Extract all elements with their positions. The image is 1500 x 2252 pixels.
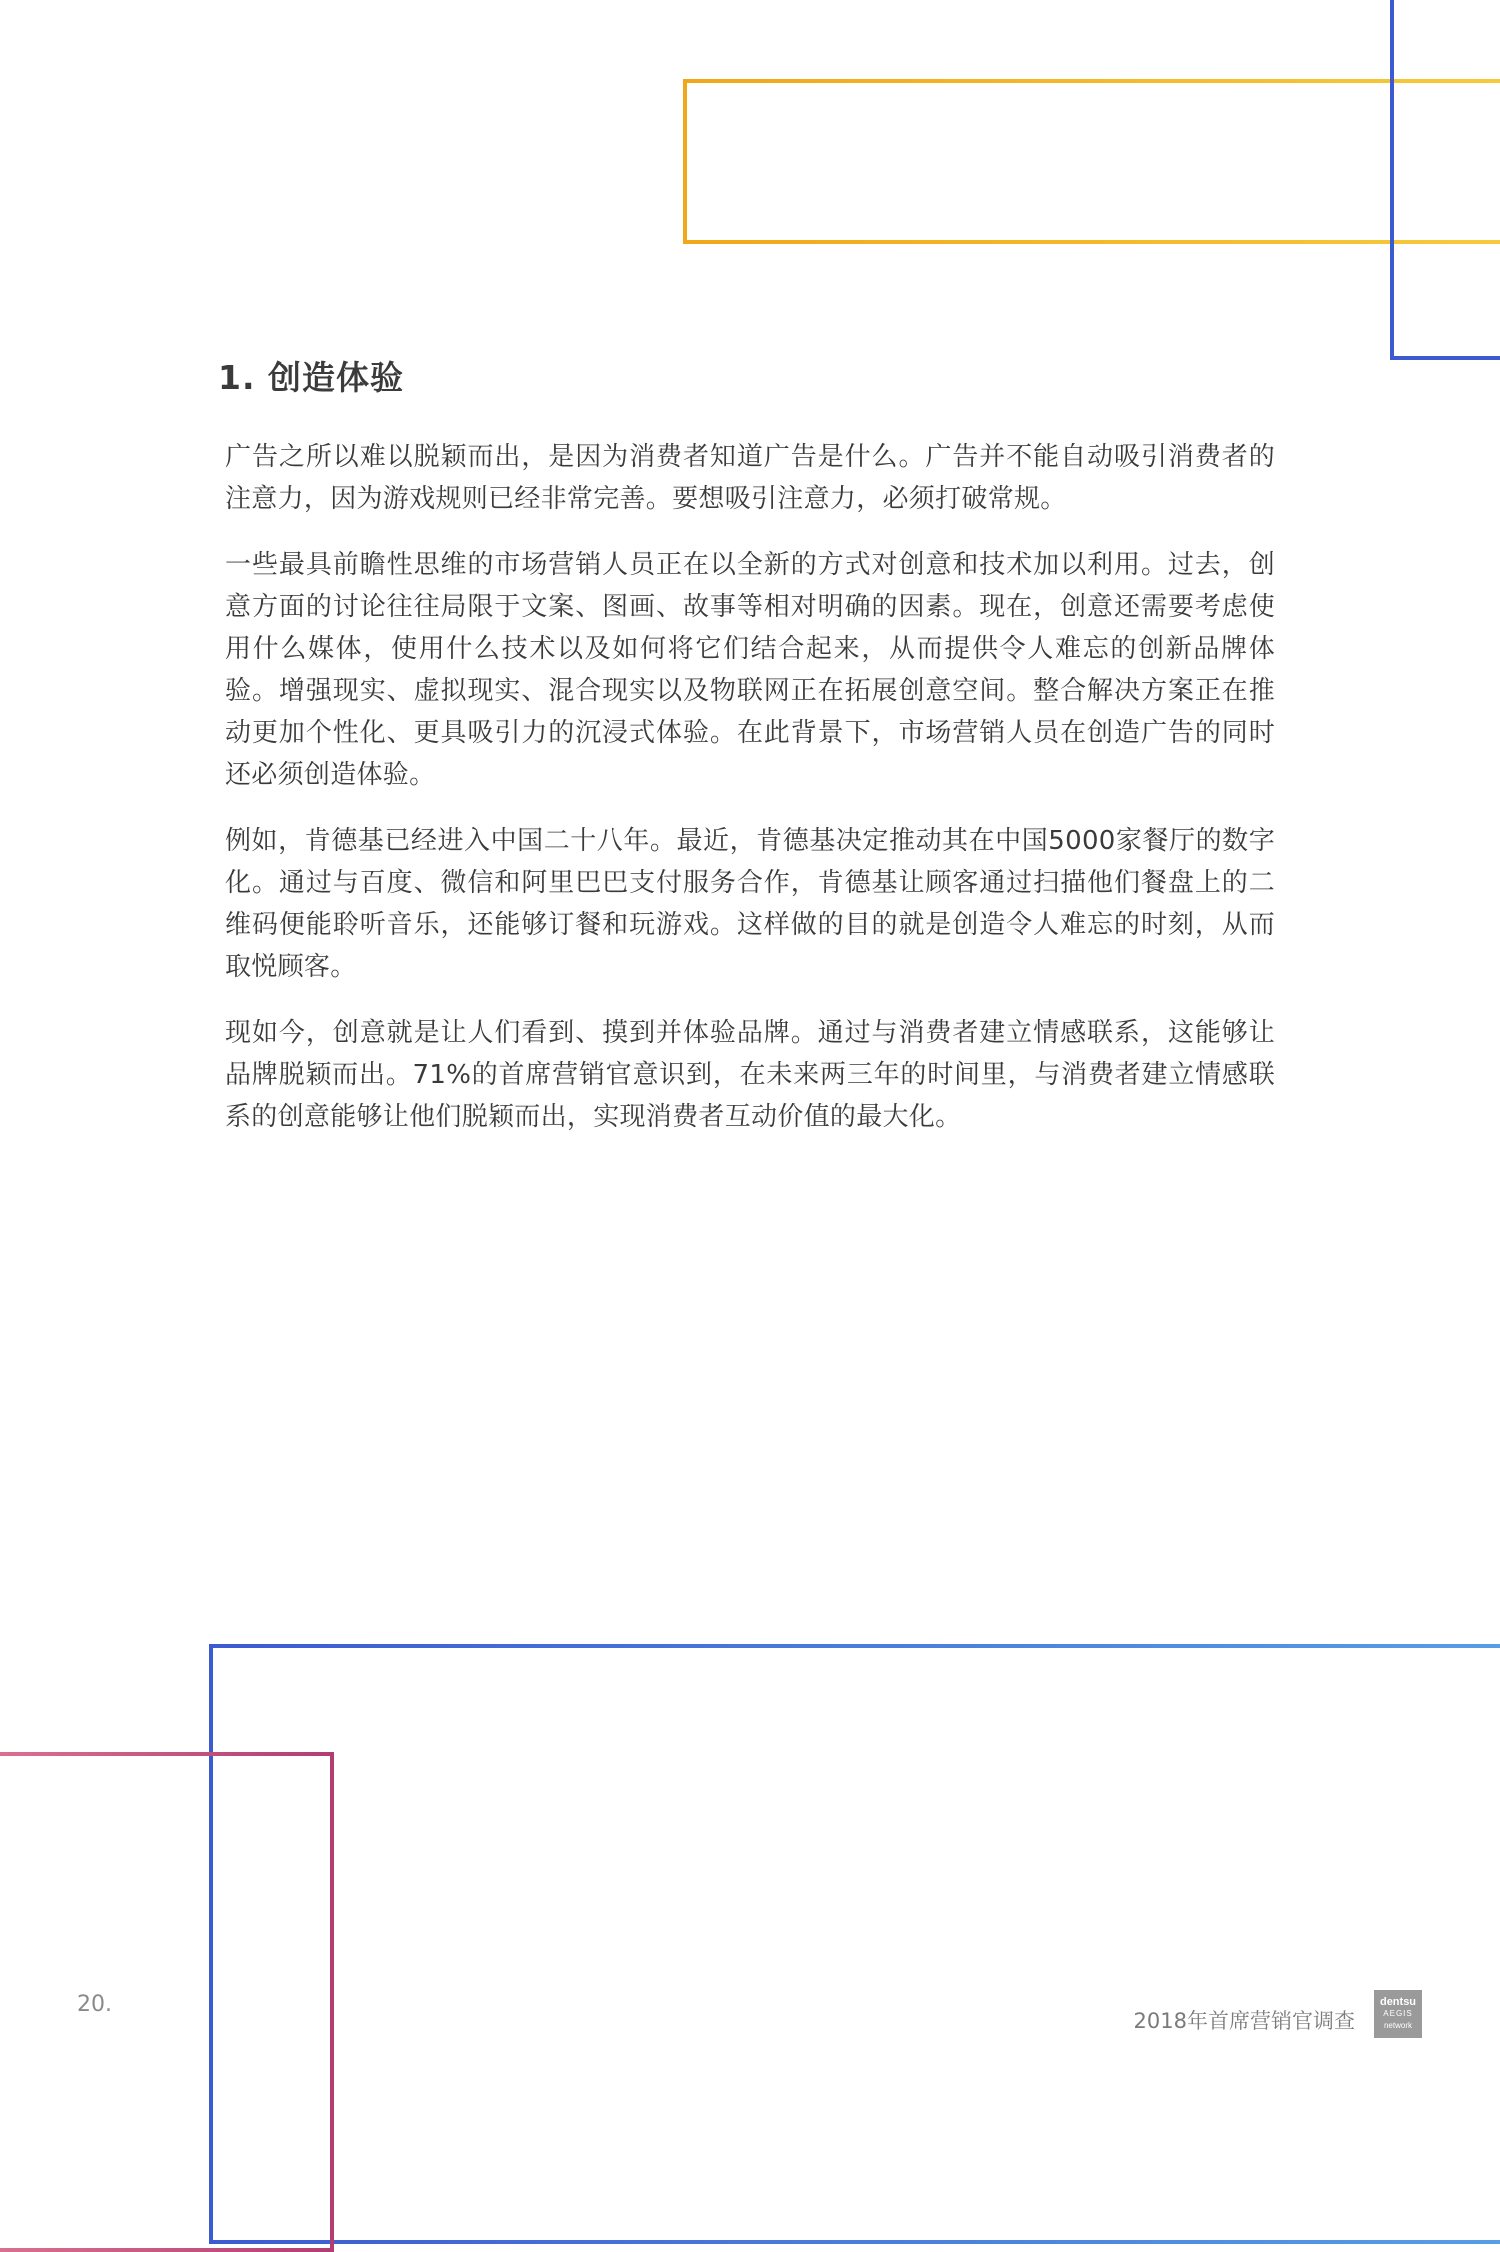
section-title: 1. 创造体验 — [218, 358, 404, 397]
decorative-yellow-frame — [683, 79, 1500, 244]
report-title: 2018年首席营销官调查 — [1133, 2009, 1355, 2033]
paragraph: 广告之所以难以脱颖而出，是因为消费者知道广告是什么。广告并不能自动吸引消费者的注意力，因为游戏规则已经非常完善。要想吸引注意力，必须打破常规。 — [225, 442, 1275, 514]
decorative-blue-frame-bottom — [209, 1644, 1500, 2244]
paragraph: 一些最具前瞻性思维的市场营销人员正在以全新的方式对创意和技术加以利用。过去，创意方面的讨论往往局限于文案、图画、故事等相对明确的因素。现在，创意还需要考虑使用什么媒体，使用什么技术以及如何将它们结合起来，从而提供令人难忘的创新品牌体验。增强现实、虚拟现实、混合现实以及物联网正在拓展创意空间。整合解决方案正在推动更加个性化、更具吸引力的沉浸式体验。在此背景下，市场营销人员在创造广告的同时还必须创造体验。 — [225, 550, 1275, 790]
logo-text-dentsu: dentsu — [1379, 1996, 1417, 2008]
dentsu-aegis-logo — [1374, 1990, 1422, 2038]
decorative-pink-frame — [0, 1752, 334, 2252]
logo-text-network: network — [1383, 2021, 1412, 2030]
paragraph: 现如今，创意就是让人们看到、摸到并体验品牌。通过与消费者建立情感联系，这能够让品牌脱颖而出。71%的首席营销官意识到，在未来两三年的时间里，与消费者建立情感联系的创意能够让他们脱颖而出，实现消费者互动价值的最大化。 — [225, 1018, 1275, 1132]
paragraph: 例如，肯德基已经进入中国二十八年。最近，肯德基决定推动其在中国5000家餐厅的数字化。通过与百度、微信和阿里巴巴支付服务合作，肯德基让顾客通过扫描他们餐盘上的二维码便能聆听音乐，还能够订餐和玩游戏。这样做的目的就是创造令人难忘的时刻，从而取悦顾客。 — [225, 826, 1275, 982]
logo-text-aegis: AEGIS — [1383, 2009, 1413, 2018]
decorative-blue-frame-top — [1390, 0, 1500, 360]
page-number: 20. — [77, 1992, 112, 2017]
